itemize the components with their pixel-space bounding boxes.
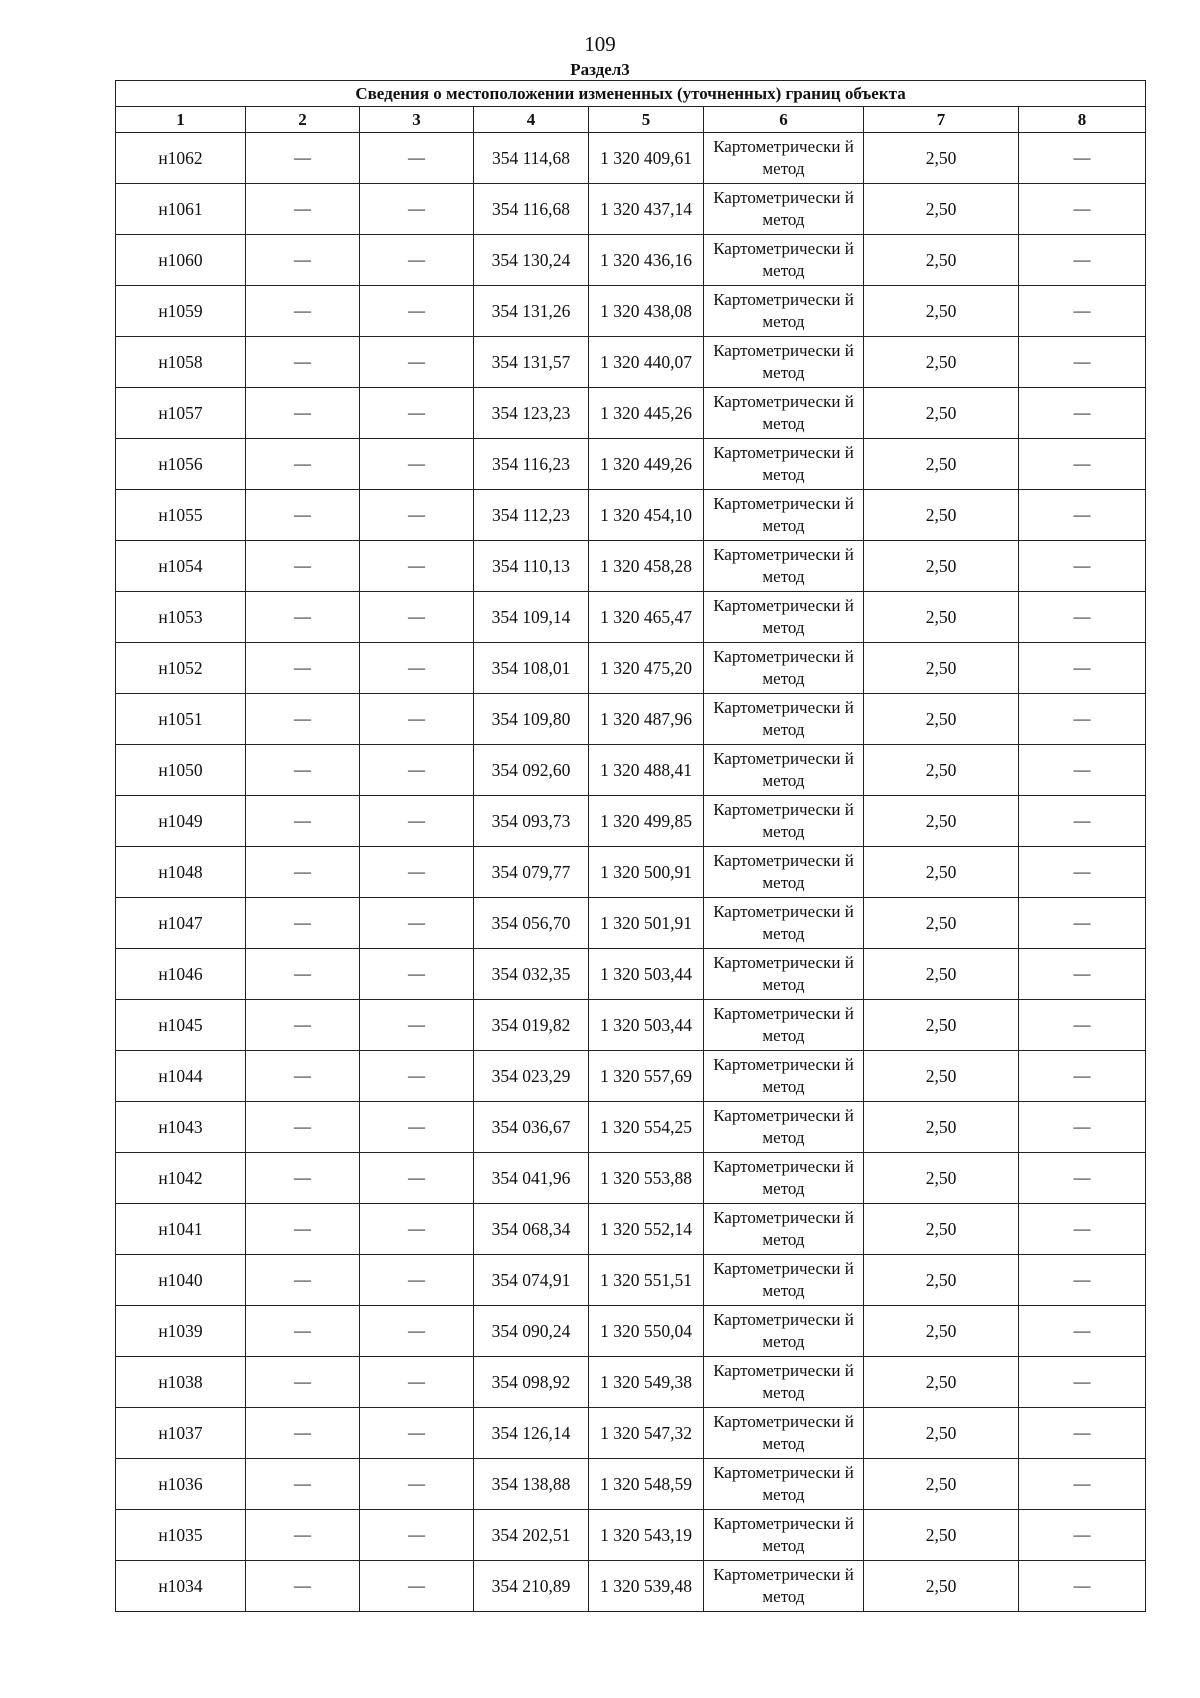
accuracy-cell: 2,50 (864, 949, 1019, 1000)
column-header: 4 (474, 107, 589, 133)
y-coordinate-cell: 1 320 499,85 (589, 796, 704, 847)
method-cell: Картометрически й метод (704, 541, 864, 592)
point-id-cell: н1036 (116, 1459, 246, 1510)
col2-cell: — (246, 1306, 360, 1357)
table-row (116, 490, 1146, 541)
col3-cell: — (360, 796, 474, 847)
col8-cell: — (1019, 1051, 1146, 1102)
point-id-cell: н1045 (116, 1000, 246, 1051)
accuracy-cell: 2,50 (864, 898, 1019, 949)
x-coordinate-cell: 354 036,67 (474, 1102, 589, 1153)
table-row (116, 133, 1146, 184)
method-cell: Картометрически й метод (704, 1459, 864, 1510)
col2-cell: — (246, 133, 360, 184)
point-id-cell: н1048 (116, 847, 246, 898)
x-coordinate-cell: 354 090,24 (474, 1306, 589, 1357)
col2-cell: — (246, 1153, 360, 1204)
point-id-cell: н1061 (116, 184, 246, 235)
accuracy-cell: 2,50 (864, 1153, 1019, 1204)
x-coordinate-cell: 354 068,34 (474, 1204, 589, 1255)
col8-cell: — (1019, 184, 1146, 235)
col3-cell: — (360, 337, 474, 388)
point-id-cell: н1059 (116, 286, 246, 337)
method-cell: Картометрически й метод (704, 847, 864, 898)
accuracy-cell: 2,50 (864, 643, 1019, 694)
col2-cell: — (246, 1000, 360, 1051)
col2-cell: — (246, 1357, 360, 1408)
table-row (116, 184, 1146, 235)
col3-cell: — (360, 1510, 474, 1561)
table-row (116, 1255, 1146, 1306)
col8-cell: — (1019, 949, 1146, 1000)
col3-cell: — (360, 490, 474, 541)
column-header: 1 (116, 107, 246, 133)
point-id-cell: н1053 (116, 592, 246, 643)
col2-cell: — (246, 898, 360, 949)
accuracy-cell: 2,50 (864, 1357, 1019, 1408)
y-coordinate-cell: 1 320 440,07 (589, 337, 704, 388)
point-id-cell: н1038 (116, 1357, 246, 1408)
col8-cell: — (1019, 490, 1146, 541)
col3-cell: — (360, 1255, 474, 1306)
col2-cell: — (246, 439, 360, 490)
col3-cell: — (360, 1153, 474, 1204)
y-coordinate-cell: 1 320 539,48 (589, 1561, 704, 1612)
point-id-cell: н1056 (116, 439, 246, 490)
y-coordinate-cell: 1 320 465,47 (589, 592, 704, 643)
col8-cell: — (1019, 1204, 1146, 1255)
col2-cell: — (246, 796, 360, 847)
y-coordinate-cell: 1 320 549,38 (589, 1357, 704, 1408)
col2-cell: — (246, 694, 360, 745)
accuracy-cell: 2,50 (864, 1051, 1019, 1102)
y-coordinate-cell: 1 320 500,91 (589, 847, 704, 898)
point-id-cell: н1060 (116, 235, 246, 286)
table-row (116, 847, 1146, 898)
method-cell: Картометрически й метод (704, 643, 864, 694)
method-cell: Картометрически й метод (704, 1153, 864, 1204)
method-cell: Картометрически й метод (704, 1102, 864, 1153)
point-id-cell: н1042 (116, 1153, 246, 1204)
x-coordinate-cell: 354 131,26 (474, 286, 589, 337)
col8-cell: — (1019, 1306, 1146, 1357)
y-coordinate-cell: 1 320 458,28 (589, 541, 704, 592)
col2-cell: — (246, 745, 360, 796)
accuracy-cell: 2,50 (864, 1102, 1019, 1153)
table-row (116, 439, 1146, 490)
point-id-cell: н1054 (116, 541, 246, 592)
method-cell: Картометрически й метод (704, 388, 864, 439)
col2-cell: — (246, 1510, 360, 1561)
x-coordinate-cell: 354 131,57 (474, 337, 589, 388)
point-id-cell: н1034 (116, 1561, 246, 1612)
y-coordinate-cell: 1 320 554,25 (589, 1102, 704, 1153)
table-row (116, 745, 1146, 796)
col8-cell: — (1019, 337, 1146, 388)
col3-cell: — (360, 439, 474, 490)
x-coordinate-cell: 354 019,82 (474, 1000, 589, 1051)
accuracy-cell: 2,50 (864, 1000, 1019, 1051)
col2-cell: — (246, 541, 360, 592)
point-id-cell: н1047 (116, 898, 246, 949)
column-number-row (116, 107, 1146, 133)
method-cell: Картометрически й метод (704, 1000, 864, 1051)
col2-cell: — (246, 949, 360, 1000)
table-row (116, 1561, 1146, 1612)
column-header: 8 (1019, 107, 1146, 133)
y-coordinate-cell: 1 320 552,14 (589, 1204, 704, 1255)
col3-cell: — (360, 745, 474, 796)
col8-cell: — (1019, 694, 1146, 745)
y-coordinate-cell: 1 320 445,26 (589, 388, 704, 439)
y-coordinate-cell: 1 320 409,61 (589, 133, 704, 184)
point-id-cell: н1044 (116, 1051, 246, 1102)
method-cell: Картометрически й метод (704, 1255, 864, 1306)
x-coordinate-cell: 354 032,35 (474, 949, 589, 1000)
accuracy-cell: 2,50 (864, 1255, 1019, 1306)
col8-cell: — (1019, 388, 1146, 439)
col2-cell: — (246, 1102, 360, 1153)
col3-cell: — (360, 184, 474, 235)
point-id-cell: н1040 (116, 1255, 246, 1306)
x-coordinate-cell: 354 093,73 (474, 796, 589, 847)
method-cell: Картометрически й метод (704, 949, 864, 1000)
col8-cell: — (1019, 1510, 1146, 1561)
accuracy-cell: 2,50 (864, 1510, 1019, 1561)
col3-cell: — (360, 1459, 474, 1510)
col3-cell: — (360, 643, 474, 694)
method-cell: Картометрически й метод (704, 286, 864, 337)
accuracy-cell: 2,50 (864, 745, 1019, 796)
col2-cell: — (246, 643, 360, 694)
col8-cell: — (1019, 1459, 1146, 1510)
col3-cell: — (360, 1357, 474, 1408)
method-cell: Картометрически й метод (704, 337, 864, 388)
method-cell: Картометрически й метод (704, 439, 864, 490)
table-row (116, 541, 1146, 592)
col3-cell: — (360, 1204, 474, 1255)
section-title: Раздел3 (570, 60, 630, 79)
col2-cell: — (246, 184, 360, 235)
x-coordinate-cell: 354 112,23 (474, 490, 589, 541)
x-coordinate-cell: 354 116,23 (474, 439, 589, 490)
col8-cell: — (1019, 1561, 1146, 1612)
table-row (116, 1051, 1146, 1102)
x-coordinate-cell: 354 123,23 (474, 388, 589, 439)
table-row (116, 949, 1146, 1000)
col8-cell: — (1019, 1000, 1146, 1051)
column-header: 2 (246, 107, 360, 133)
y-coordinate-cell: 1 320 547,32 (589, 1408, 704, 1459)
table-row (116, 388, 1146, 439)
col3-cell: — (360, 1051, 474, 1102)
method-cell: Картометрически й метод (704, 1051, 864, 1102)
col8-cell: — (1019, 796, 1146, 847)
table-row (116, 898, 1146, 949)
y-coordinate-cell: 1 320 437,14 (589, 184, 704, 235)
point-id-cell: н1043 (116, 1102, 246, 1153)
x-coordinate-cell: 354 130,24 (474, 235, 589, 286)
table-row (116, 1000, 1146, 1051)
method-cell: Картометрически й метод (704, 694, 864, 745)
col3-cell: — (360, 286, 474, 337)
method-cell: Картометрически й метод (704, 1408, 864, 1459)
accuracy-cell: 2,50 (864, 439, 1019, 490)
col2-cell: — (246, 847, 360, 898)
y-coordinate-cell: 1 320 454,10 (589, 490, 704, 541)
col8-cell: — (1019, 439, 1146, 490)
y-coordinate-cell: 1 320 488,41 (589, 745, 704, 796)
table-row (116, 643, 1146, 694)
y-coordinate-cell: 1 320 503,44 (589, 1000, 704, 1051)
method-cell: Картометрически й метод (704, 1357, 864, 1408)
col3-cell: — (360, 388, 474, 439)
accuracy-cell: 2,50 (864, 1306, 1019, 1357)
accuracy-cell: 2,50 (864, 1459, 1019, 1510)
point-id-cell: н1051 (116, 694, 246, 745)
accuracy-cell: 2,50 (864, 592, 1019, 643)
col2-cell: — (246, 388, 360, 439)
col8-cell: — (1019, 643, 1146, 694)
point-id-cell: н1058 (116, 337, 246, 388)
x-coordinate-cell: 354 126,14 (474, 1408, 589, 1459)
table-row (116, 1102, 1146, 1153)
col3-cell: — (360, 694, 474, 745)
accuracy-cell: 2,50 (864, 1408, 1019, 1459)
boundary-coordinates-table (115, 80, 1146, 1612)
method-cell: Картометрически й метод (704, 490, 864, 541)
method-cell: Картометрически й метод (704, 1561, 864, 1612)
col2-cell: — (246, 1051, 360, 1102)
col8-cell: — (1019, 1153, 1146, 1204)
table-row (116, 1306, 1146, 1357)
x-coordinate-cell: 354 110,13 (474, 541, 589, 592)
table-row (116, 1153, 1146, 1204)
y-coordinate-cell: 1 320 449,26 (589, 439, 704, 490)
accuracy-cell: 2,50 (864, 184, 1019, 235)
accuracy-cell: 2,50 (864, 286, 1019, 337)
method-cell: Картометрически й метод (704, 133, 864, 184)
accuracy-cell: 2,50 (864, 1561, 1019, 1612)
method-cell: Картометрически й метод (704, 184, 864, 235)
col8-cell: — (1019, 1408, 1146, 1459)
col2-cell: — (246, 1255, 360, 1306)
table-row (116, 286, 1146, 337)
column-header: 3 (360, 107, 474, 133)
col2-cell: — (246, 592, 360, 643)
point-id-cell: н1037 (116, 1408, 246, 1459)
table-row (116, 694, 1146, 745)
col3-cell: — (360, 898, 474, 949)
col8-cell: — (1019, 1255, 1146, 1306)
table-row (116, 1357, 1146, 1408)
col8-cell: — (1019, 541, 1146, 592)
point-id-cell: н1041 (116, 1204, 246, 1255)
y-coordinate-cell: 1 320 475,20 (589, 643, 704, 694)
y-coordinate-cell: 1 320 548,59 (589, 1459, 704, 1510)
col3-cell: — (360, 1408, 474, 1459)
point-id-cell: н1052 (116, 643, 246, 694)
accuracy-cell: 2,50 (864, 847, 1019, 898)
col3-cell: — (360, 1102, 474, 1153)
table-row (116, 592, 1146, 643)
y-coordinate-cell: 1 320 551,51 (589, 1255, 704, 1306)
point-id-cell: н1039 (116, 1306, 246, 1357)
x-coordinate-cell: 354 092,60 (474, 745, 589, 796)
accuracy-cell: 2,50 (864, 541, 1019, 592)
col3-cell: — (360, 949, 474, 1000)
table-row (116, 235, 1146, 286)
method-cell: Картометрически й метод (704, 745, 864, 796)
method-cell: Картометрически й метод (704, 796, 864, 847)
accuracy-cell: 2,50 (864, 796, 1019, 847)
y-coordinate-cell: 1 320 550,04 (589, 1306, 704, 1357)
col8-cell: — (1019, 1357, 1146, 1408)
accuracy-cell: 2,50 (864, 388, 1019, 439)
accuracy-cell: 2,50 (864, 337, 1019, 388)
point-id-cell: н1035 (116, 1510, 246, 1561)
col3-cell: — (360, 235, 474, 286)
col3-cell: — (360, 133, 474, 184)
table-row (116, 1204, 1146, 1255)
col8-cell: — (1019, 1102, 1146, 1153)
x-coordinate-cell: 354 098,92 (474, 1357, 589, 1408)
y-coordinate-cell: 1 320 557,69 (589, 1051, 704, 1102)
accuracy-cell: 2,50 (864, 133, 1019, 184)
col8-cell: — (1019, 286, 1146, 337)
method-cell: Картометрически й метод (704, 1204, 864, 1255)
point-id-cell: н1050 (116, 745, 246, 796)
column-header: 7 (864, 107, 1019, 133)
col8-cell: — (1019, 592, 1146, 643)
table-row (116, 796, 1146, 847)
y-coordinate-cell: 1 320 501,91 (589, 898, 704, 949)
x-coordinate-cell: 354 041,96 (474, 1153, 589, 1204)
y-coordinate-cell: 1 320 543,19 (589, 1510, 704, 1561)
col3-cell: — (360, 1306, 474, 1357)
col8-cell: — (1019, 745, 1146, 796)
method-cell: Картометрически й метод (704, 235, 864, 286)
column-header: 6 (704, 107, 864, 133)
col8-cell: — (1019, 133, 1146, 184)
col3-cell: — (360, 541, 474, 592)
accuracy-cell: 2,50 (864, 694, 1019, 745)
col2-cell: — (246, 1459, 360, 1510)
method-cell: Картометрически й метод (704, 592, 864, 643)
col8-cell: — (1019, 898, 1146, 949)
x-coordinate-cell: 354 114,68 (474, 133, 589, 184)
x-coordinate-cell: 354 023,29 (474, 1051, 589, 1102)
method-cell: Картометрически й метод (704, 1510, 864, 1561)
point-id-cell: н1062 (116, 133, 246, 184)
table-row (116, 1510, 1146, 1561)
col3-cell: — (360, 592, 474, 643)
col3-cell: — (360, 1561, 474, 1612)
table-row (116, 1408, 1146, 1459)
x-coordinate-cell: 354 109,14 (474, 592, 589, 643)
x-coordinate-cell: 354 202,51 (474, 1510, 589, 1561)
x-coordinate-cell: 354 138,88 (474, 1459, 589, 1510)
table-row (116, 1459, 1146, 1510)
x-coordinate-cell: 354 056,70 (474, 898, 589, 949)
y-coordinate-cell: 1 320 438,08 (589, 286, 704, 337)
col2-cell: — (246, 1204, 360, 1255)
col2-cell: — (246, 337, 360, 388)
col8-cell: — (1019, 235, 1146, 286)
col2-cell: — (246, 286, 360, 337)
page-number: 109 (584, 32, 616, 56)
point-id-cell: н1055 (116, 490, 246, 541)
col3-cell: — (360, 847, 474, 898)
accuracy-cell: 2,50 (864, 490, 1019, 541)
col2-cell: — (246, 235, 360, 286)
col3-cell: — (360, 1000, 474, 1051)
col2-cell: — (246, 1408, 360, 1459)
x-coordinate-cell: 354 079,77 (474, 847, 589, 898)
col8-cell: — (1019, 847, 1146, 898)
x-coordinate-cell: 354 210,89 (474, 1561, 589, 1612)
point-id-cell: н1046 (116, 949, 246, 1000)
table-row (116, 337, 1146, 388)
y-coordinate-cell: 1 320 436,16 (589, 235, 704, 286)
x-coordinate-cell: 354 109,80 (474, 694, 589, 745)
accuracy-cell: 2,50 (864, 235, 1019, 286)
table-caption: Сведения о местоположении измененных (уточненных) границ объекта (116, 81, 1146, 107)
method-cell: Картометрически й метод (704, 898, 864, 949)
y-coordinate-cell: 1 320 553,88 (589, 1153, 704, 1204)
x-coordinate-cell: 354 108,01 (474, 643, 589, 694)
x-coordinate-cell: 354 074,91 (474, 1255, 589, 1306)
col2-cell: — (246, 490, 360, 541)
col2-cell: — (246, 1561, 360, 1612)
x-coordinate-cell: 354 116,68 (474, 184, 589, 235)
point-id-cell: н1049 (116, 796, 246, 847)
accuracy-cell: 2,50 (864, 1204, 1019, 1255)
y-coordinate-cell: 1 320 487,96 (589, 694, 704, 745)
point-id-cell: н1057 (116, 388, 246, 439)
method-cell: Картометрически й метод (704, 1306, 864, 1357)
y-coordinate-cell: 1 320 503,44 (589, 949, 704, 1000)
column-header: 5 (589, 107, 704, 133)
